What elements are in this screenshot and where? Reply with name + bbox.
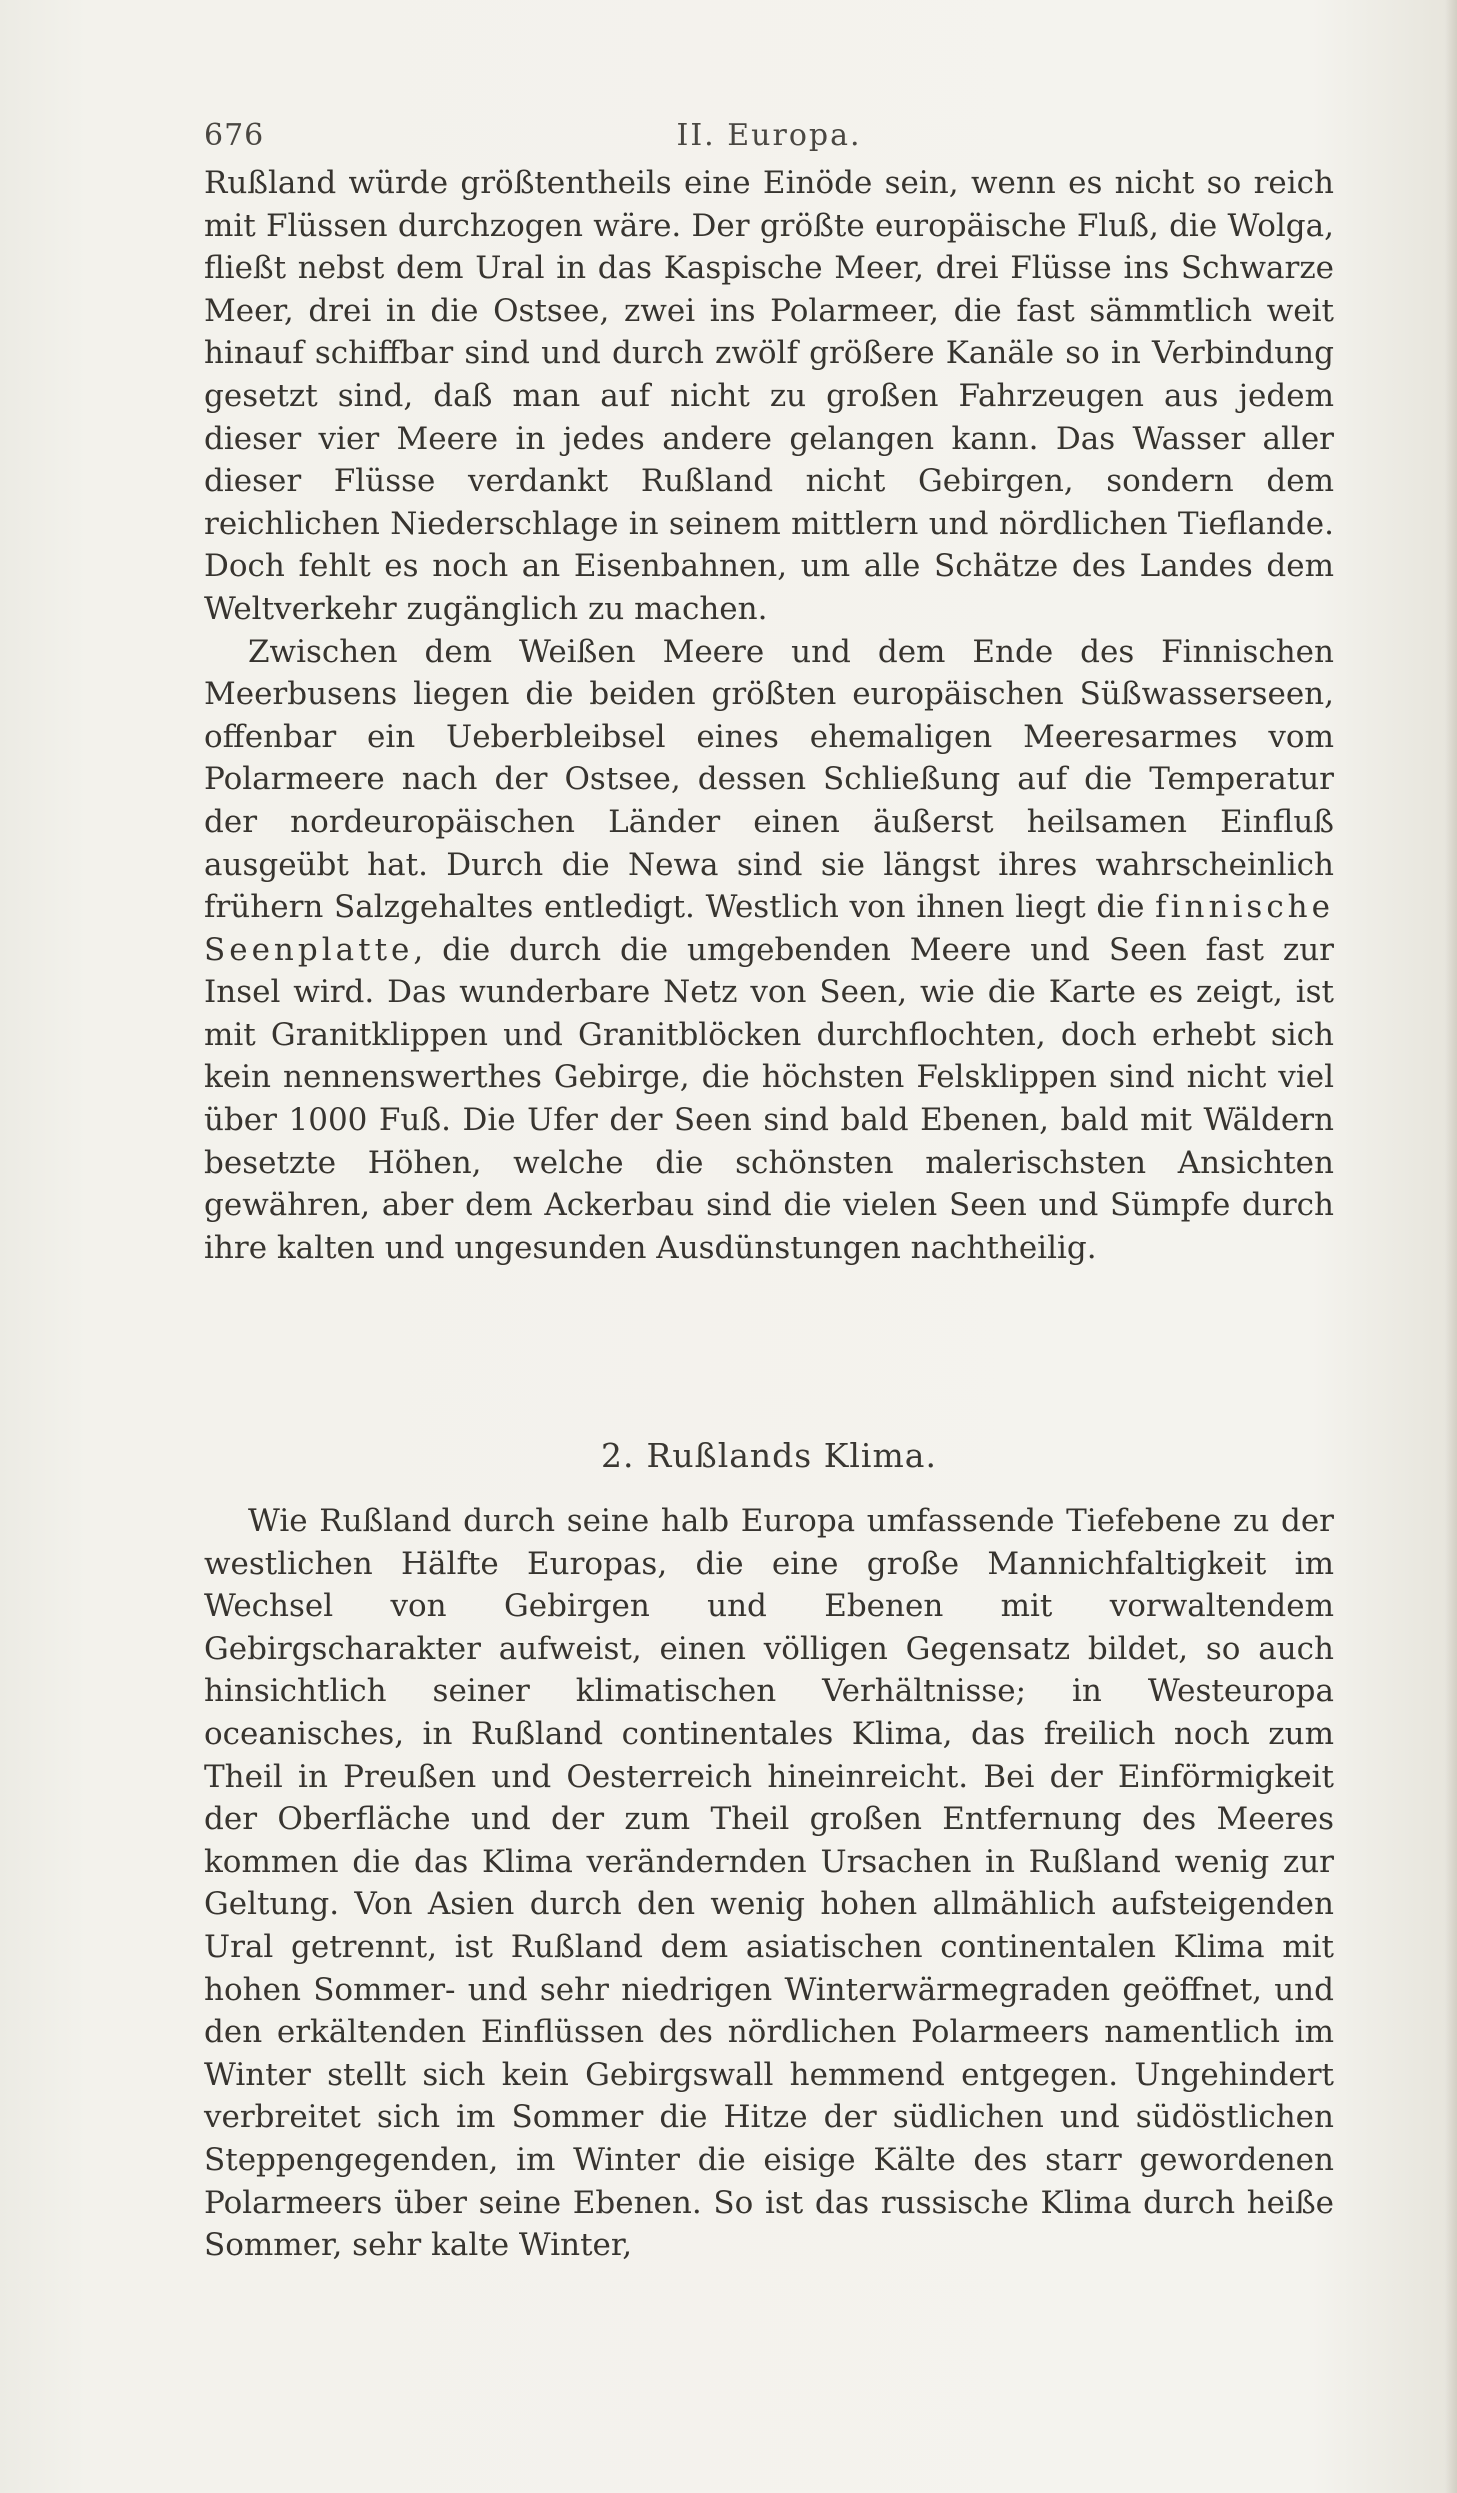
paragraph-lakes (204, 631, 1334, 1270)
text-block-rivers-lakes (204, 162, 1334, 1269)
page-edge-shadow (1445, 0, 1457, 2493)
section-number: 2. (601, 1436, 635, 1475)
section-title: Rußlands Klima. (646, 1436, 937, 1475)
term-finnische-seenplatte: finnische Seenplatte (204, 889, 1334, 968)
page-header (204, 118, 1334, 158)
paragraph-climate: Wie Rußland durch seine halb Europa umfassende Tiefebene zu der westlichen Hälfte Europas, die eine große Mannichfaltigkeit im Wechsel von Gebirgen und Ebenen mit vorwaltendem Gebirgscharakter aufweist, einen völligen Gegensatz bildet, so auch hinsichtlich seiner klimatischen Verhältnisse; in Westeuropa oceanisches, in Rußland continentales Klima, das freilich noch zum Theil in Preußen und Oesterreich hineinreicht. Bei der Einförmigkeit der Oberfläche und der zum Theil großen Entfernung des Meeres kommen die das Klima verändernden Ursachen in Rußland wenig zur Geltung. Von Asien durch den wenig hohen allmählich aufsteigenden Ural getrennt, ist Rußland dem asiatischen continentalen Klima mit hohen Sommer- und sehr niedrigen Winterwärmegraden geöffnet, und den erkältenden Einflüssen des nördlichen Polarmeers namentlich im Winter stellt sich kein Gebirgswall hemmend entgegen. Ungehindert verbreitet sich im Sommer die Hitze der südlichen und südöstlichen Steppengegenden, im Winter die eisige Kälte des starr gewordenen Polarmeers über seine Ebenen. So ist das russische Klima durch heiße Sommer, sehr kalte Winter, (204, 1503, 1334, 2264)
page-number: 676 (204, 118, 265, 153)
paragraph-rivers: Rußland würde größtentheils eine Einöde sein, wenn es nicht so reich mit Flüssen durchzogen wäre. Der größte europäische Fluß, die Wolga, fließt nebst dem Ural in das Kaspische Meer, drei Flüsse ins Schwarze Meer, drei in die Ostsee, zwei ins Polarmeer, die fast sämmtlich weit hinauf schiffbar sind und durch zwölf größere Kanäle so in Verbindung gesetzt sind, daß man auf nicht zu großen Fahrzeugen aus jedem dieser vier Meere in jedes andere gelangen kann. Das Wasser aller dieser Flüsse verdankt Rußland nicht Gebirgen, sondern dem reichlichen Niederschlage in seinem mittlern und nördlichen Tieflande. Doch fehlt es noch an Eisenbahnen, um alle Schätze des Landes dem Weltverkehr zugänglich zu machen. (204, 165, 1334, 627)
paragraph-lakes-part-2: , die durch die umgebenden Meere und Seen fast zur Insel wird. Das wunderbare Netz von Seen, wie die Karte es zeigt, ist mit Granitklippen und Granitblöcken durchflochten, doch erhebt sich kein nennenswerthes Gebirge, die höchsten Felsklippen sind nicht viel über 1000 Fuß. Die Ufer der Seen sind bald Ebenen, bald mit Wäldern besetzte Höhen, welche die schönsten malerischsten Ansichten gewähren, aber dem Ackerbau sind die vielen Seen und Sümpfe durch ihre kalten und ungesunden Ausdünstungen nachtheilig. (204, 931, 1334, 1266)
paragraph-lakes-part-1: Zwischen dem Weißen Meere und dem Ende des Finnischen Meerbusens liegen die beiden größten europäischen Süßwasserseen, offenbar ein Ueberbleibsel eines ehemaligen Meeresarmes vom Polarmeere nach der Ostsee, dessen Schließung auf die Temperatur der nordeuropäischen Länder einen äußerst heilsamen Einfluß ausgeübt hat. Durch die Newa sind sie längst ihres wahrscheinlich frühern Salzgehaltes entledigt. Westlich von ihnen liegt die (204, 633, 1334, 926)
text-block-climate (204, 1500, 1334, 2267)
running-head: II. Europa. (676, 118, 862, 153)
section-heading (204, 1436, 1334, 1475)
